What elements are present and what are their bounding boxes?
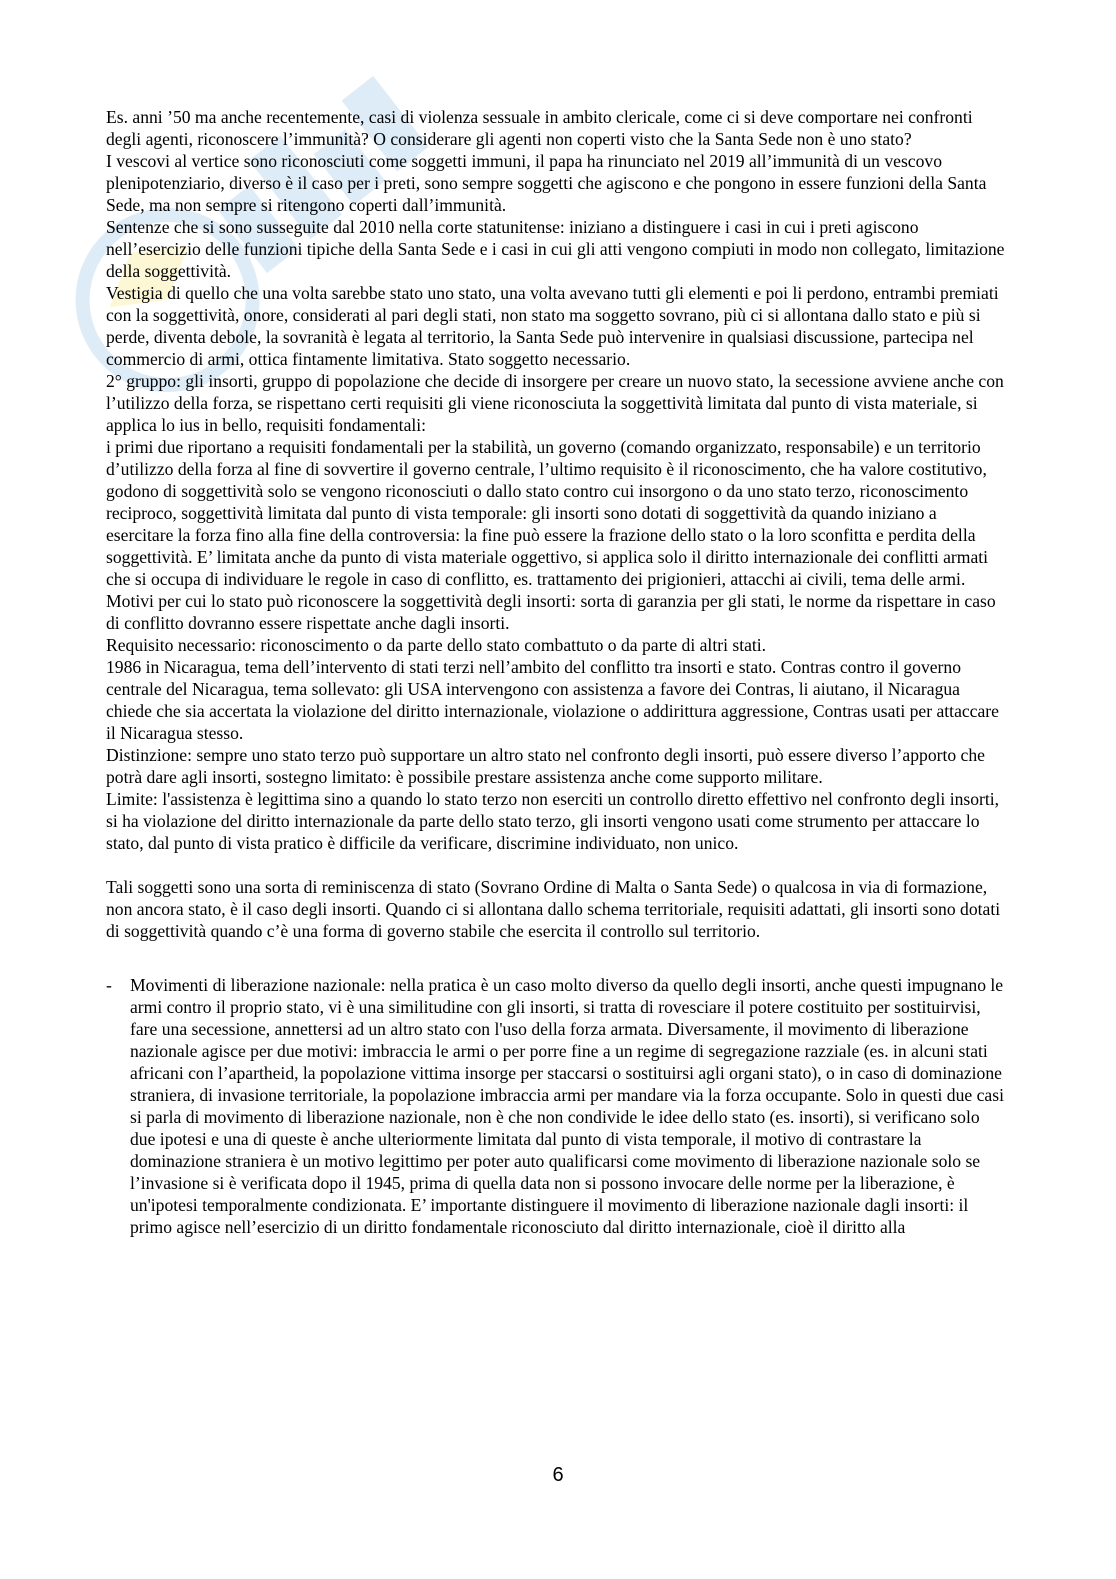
paragraph: Requisito necessario: riconoscimento o da parte dello stato combattuto o da parte di altri stati. <box>106 635 767 655</box>
list-item <box>106 974 1008 1238</box>
paragraph: 2° gruppo: gli insorti, gruppo di popolazione che decide di insorgere per creare un nuovo stato, la secessione avviene anche con l’utilizzo della forza, se rispettano certi requisiti gli viene riconosciuta la soggettività limitata dal punto di vista materiale, si applica lo ius in bello, requisiti fondamentali: <box>106 371 1004 435</box>
paragraph: I vescovi al vertice sono riconosciuti come soggetti immuni, il papa ha rinunciato nel 2019 all’immunità di un vescovo plenipotenziario, diverso è il caso per i preti, sono sempre soggetti che agiscono e che pongono in essere funzioni della Santa Sede, ma non sempre si ritengono coperti dall’immunità. <box>106 151 987 215</box>
paragraph-spacer <box>106 854 1008 876</box>
paragraph: Distinzione: sempre uno stato terzo può supportare un altro stato nel confronto degli insorti, può essere diverso l’apporto che potrà dare agli insorti, sostegno limitato: è possibile prestare assistenza anche come supporto militare. <box>106 745 985 787</box>
list-bullet: - <box>106 975 112 995</box>
list-item-text: Movimenti di liberazione nazionale: nella pratica è un caso molto diverso da quello degli insorti, anche questi impugnano le armi contro il proprio stato, vi è una similitudine con gli insorti, si tratta di rovesciare il potere costituito per sostituirvisi, fare una secessione, annettersi ad un altro stato con l'uso della forza armata. Diversamente, il movimento di liberazione nazionale agisce per due motivi: imbraccia le armi o per porre fine a un regime di segregazione razziale (es. in alcuni stati africani con l’apartheid, la popolazione vittima insorge per staccarsi o sostituirsi agli organi stato), o in caso di dominazione straniera, di invasione territoriale, la popolazione imbraccia armi per mandare via la forza occupante. Solo in questi due casi si parla di movimento di liberazione nazionale, non è che non condivide le idee dello stato (es. insorti), si verificano solo due ipotesi e una di queste è anche ulteriormente limitata dal punto di vista temporale, il motivo di contrastare la dominazione straniera è un motivo legittimo per poter auto qualificarsi come movimento di liberazione nazionale solo se l’invasione si è verificata dopo il 1945, prima di quella data non si possono invocare delle norme per la liberazione, è un'ipotesi temporalmente condizionata. E’ importante distinguere il movimento di liberazione nazionale dagli insorti: il primo agisce nell’esercizio di un diritto fondamentale riconosciuto dal diritto internazionale, cioè il diritto alla <box>130 975 1004 1237</box>
paragraph: Vestigia di quello che una volta sarebbe stato uno stato, una volta avevano tutti gli elementi e poi li perdono, entrambi premiati con la soggettività, onore, considerati al pari degli stati, non stato ma soggetto sovrano, più ci si allontana dallo stato e più si perde, diventa debole, la sovranità è legata al territorio, la Santa Sede può intervenire in qualsiasi discussione, partecipa nel commercio di armi, ottica fintamente limitativa. Stato soggetto necessario. <box>106 283 999 369</box>
paragraph: Limite: l'assistenza è legittima sino a quando lo stato terzo non eserciti un controllo diretto effettivo nel confronto degli insorti, si ha violazione del diritto internazionale da parte dello stato terzo, gli insorti vengono usati come strumento per attaccare lo stato, dal punto di vista pratico è difficile da verificare, discrimine individuato, non unico. <box>106 789 1000 853</box>
page-number: 6 <box>552 1464 564 1486</box>
paragraph: i primi due riportano a requisiti fondamentali per la stabilità, un governo (comando organizzato, responsabile) e un territorio d’utilizzo della forza al fine di sovvertire il governo centrale, l’ultimo requisito è il riconoscimento, che ha valore costitutivo, godono di soggettività solo se vengono riconosciuti o dallo stato contro cui insorgono o da uno stato terzo, riconoscimento reciproco, soggettività limitata dal punto di vista temporale: gli insorti sono dotati di soggettività da quando iniziano a esercitare la forza fino alla fine della controversia: la fine può essere la frazione dello stato o la loro sconfitta e perdita della soggettività. E’ limitata anche da punto di vista materiale oggettivo, si applica solo il diritto internazionale dei conflitti armati che si occupa di individuare le regole in caso di conflitto, es. trattamento dei prigionieri, attacchi ai civili, tema delle armi. <box>106 437 989 589</box>
summary-paragraph: Tali soggetti sono una sorta di reminiscenza di stato (Sovrano Ordine di Malta o Santa Sede) o qualcosa in via di formazione, non ancora stato, è il caso degli insorti. Quando ci si allontana dallo schema territoriale, requisiti adattati, gli insorti sono dotati di soggettività quando c’è una forma di governo stabile che esercita il controllo sul territorio. <box>106 877 1001 941</box>
paragraph: Motivi per cui lo stato può riconoscere la soggettività degli insorti: sorta di garanzia per gli stati, le norme da rispettare in caso di conflitto dovranno essere rispettate anche dagli insorti. <box>106 591 996 633</box>
paragraph-spacer <box>106 942 1008 964</box>
paragraph: 1986 in Nicaragua, tema dell’intervento di stati terzi nell’ambito del conflitto tra insorti e stato. Contras contro il governo centrale del Nicaragua, tema sollevato: gli USA intervengono con assistenza a favore dei Contras, li aiutano, il Nicaragua chiede che sia accertata la violazione del diritto internazionale, violazione o addirittura aggressione, Contras usati per attaccare il Nicaragua stesso. <box>106 657 999 743</box>
document-body <box>106 106 1008 1238</box>
paragraph: Es. anni ’50 ma anche recentemente, casi di violenza sessuale in ambito clericale, come ci si deve comportare nei confronti degli agenti, riconoscere l’immunità? O considerare gli agenti non coperti visto che la Santa Sede non è uno stato? <box>106 107 973 149</box>
paragraph: Sentenze che si sono susseguite dal 2010 nella corte statunitense: iniziano a distinguere i casi in cui i preti agiscono nell’esercizio delle funzioni tipiche della Santa Sede e i casi in cui gli atti vengono compiuti in modo non collegato, limitazione della soggettività. <box>106 217 1005 281</box>
